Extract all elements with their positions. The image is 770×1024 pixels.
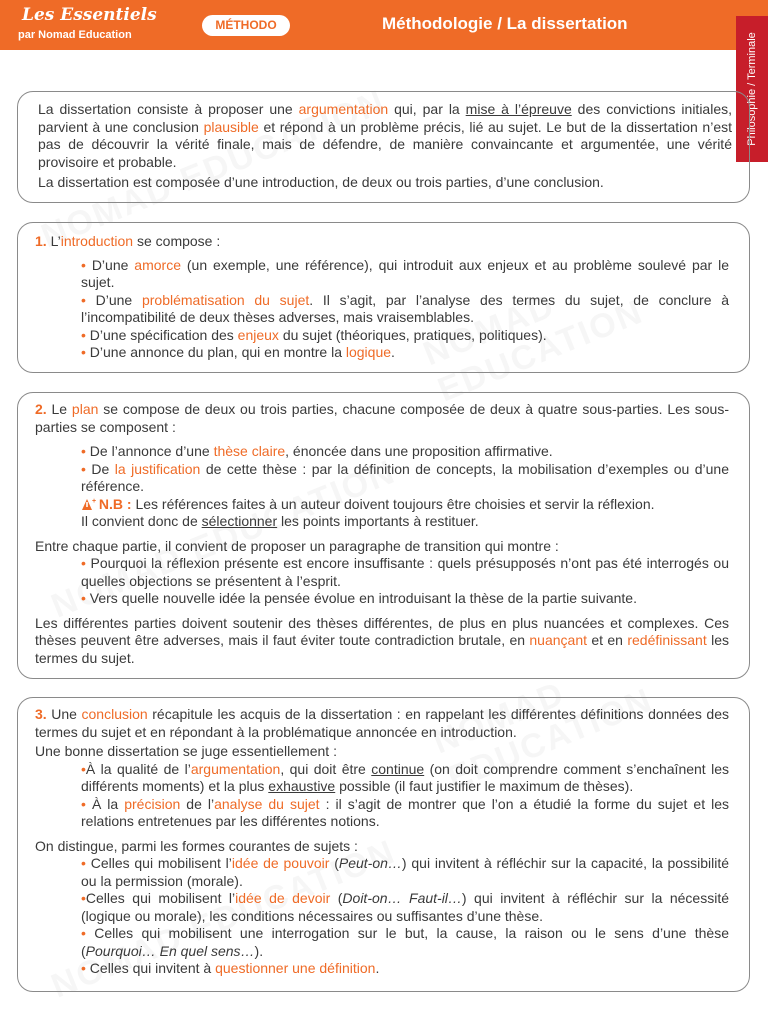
list-item: •À la qualité de l’argumentation, qui doit être continue (on doit comprendre comment s’enchaînent les différents moments) et la plus exhaustive possible (il faut justifier le maximum de thèses). — [81, 760, 730, 794]
section-introduction-box — [17, 222, 750, 373]
keyword: plausible — [203, 118, 259, 135]
underlined-phrase: sélectionner — [201, 513, 278, 529]
section-2-closing: Les différentes parties doivent soutenir des thèses différentes, de plus en plus nuancées et complexes. Ces thèses peuvent être adverses, mais il faut éviter toute contradiction brutale, en nuançant et en redéfinissant les termes du sujet. — [35, 614, 729, 666]
text: qui, par la — [388, 101, 466, 117]
section-1-list — [35, 257, 729, 362]
intro-box — [17, 91, 750, 203]
keyword: argumentation — [298, 101, 389, 117]
list-item: • D’une spécification des enjeux du sujet (théoriques, pratiques, politiques). — [81, 326, 547, 343]
list-item: • D’une problématisation du sujet. Il s’agit, par l’analyse des termes du sujet, de conclure à l’incompatibilité de deux thèses adverses, mais vraisemblables. — [81, 291, 730, 325]
list-item: • Celles qui invitent à questionner une définition. — [81, 960, 380, 976]
keyword: introduction — [60, 233, 134, 249]
page-title: Méthodologie / La dissertation — [382, 14, 628, 33]
list-item: •Celles qui mobilisent l’idée de devoir (Doit-on… Faut-il…) qui invitent à réfléchir sur la nécessité (logique ou morale), les conditions nécessaires ou suffisantes d’une thèse. — [81, 890, 729, 924]
text: des convictions initiales, parvient à une conclusion — [38, 101, 732, 135]
text: se compose : — [133, 233, 221, 249]
section-number: 2. — [35, 401, 47, 417]
keyword: plan — [71, 401, 99, 417]
nb-label: N.B : — [98, 495, 132, 512]
section-3-lead: 3. Une conclusion récapitule les acquis de la dissertation : en rappelant les différentes définitions données des termes du sujet et en répondant à la problématique annoncée en introduction. — [35, 706, 729, 740]
section-2-list — [35, 443, 729, 531]
forms-lead: On distingue, parmi les formes courantes de sujets : — [35, 837, 358, 854]
text: et répond à un problème précis, lié au sujet. Le but de la dissertation n’est pas de découvrir la vérité finale, mais de défendre, de manière convaincante et argumentée, une vérité provisoire et probable. — [38, 118, 732, 170]
methodo-badge: MÉTHODO — [202, 15, 290, 36]
underlined-phrase: mise à l’épreuve — [465, 101, 572, 117]
keyword: conclusion — [81, 706, 148, 722]
brand-title: Les Essentiels — [22, 5, 157, 25]
transition-list — [35, 555, 729, 608]
transition-lead: Entre chaque partie, il convient de proposer un paragraphe de transition qui montre : — [35, 537, 559, 554]
intro-composition: La dissertation est composée d’une introduction, de deux ou trois parties, d’une conclusion. — [38, 174, 604, 190]
svg-text:+: + — [92, 497, 97, 505]
brand-subtitle: par Nomad Education — [18, 29, 132, 41]
section-number: 3. — [35, 706, 47, 722]
header-bar — [0, 0, 768, 50]
list-item: • D’une annonce du plan, qui en montre la logique. — [81, 344, 395, 360]
side-tab-label: Philosophie / Terminale — [746, 32, 758, 146]
section-2-lead: 2. Le plan se compose de deux ou trois parties, chacune composée de deux à quatre sous-parties. Les sous-parties se composent : — [35, 401, 729, 435]
good-dissertation-list — [35, 761, 729, 831]
list-item: • Celles qui mobilisent l’idée de pouvoir (Peut-on…) qui invitent à réfléchir sur la capacité, la possibilité ou la permission (morale). — [81, 855, 729, 889]
text: L’ — [46, 233, 61, 249]
intro-paragraph — [38, 101, 732, 171]
forms-list — [35, 855, 729, 978]
list-item: • De la justification de cette thèse : par la définition de concepts, la mobilisation d’exemples ou d’une référence. — [81, 460, 729, 494]
list-item: • À la précision de l’analyse du sujet : il s’agit de montrer que l’on a étudié la forme du sujet et les relations entretenues par les différentes notions. — [81, 795, 730, 829]
section-plan-box — [17, 392, 750, 679]
section-conclusion-box — [17, 697, 750, 992]
text: La dissertation consiste à proposer une — [38, 101, 299, 117]
nb-note: + N.B : Les références faites à un auteur doivent toujours être choisies et servir la réflexion. Il convient donc de sélectionner les points importants à restituer. — [81, 495, 655, 529]
list-item: • D’une amorce (un exemple, une référence), qui introduit aux enjeux et au problème soulevé par le sujet. — [81, 256, 730, 290]
warning-icon — [81, 498, 95, 511]
section-number: 1. — [35, 233, 47, 249]
list-item: • Vers quelle nouvelle idée la pensée évolue en introduisant la thèse de la partie suivante. — [81, 590, 637, 606]
keyword: redéfinissant — [627, 632, 707, 648]
good-dissertation-lead: Une bonne dissertation se juge essentiellement : — [35, 743, 337, 759]
list-item: • De l’annonce d’une thèse claire, énoncée dans une proposition affirmative. — [81, 443, 553, 459]
list-item: • Pourquoi la réflexion présente est encore insuffisante : quels présupposés n’ont pas été interrogés ou quelles objections se présentent à l’esprit. — [81, 555, 730, 589]
keyword: nuançant — [529, 632, 587, 648]
section-1-lead — [35, 233, 729, 251]
list-item: • Celles qui mobilisent une interrogation sur le but, la cause, la raison ou le sens d’une thèse (Pourquoi… En quel sens…). — [81, 925, 730, 959]
